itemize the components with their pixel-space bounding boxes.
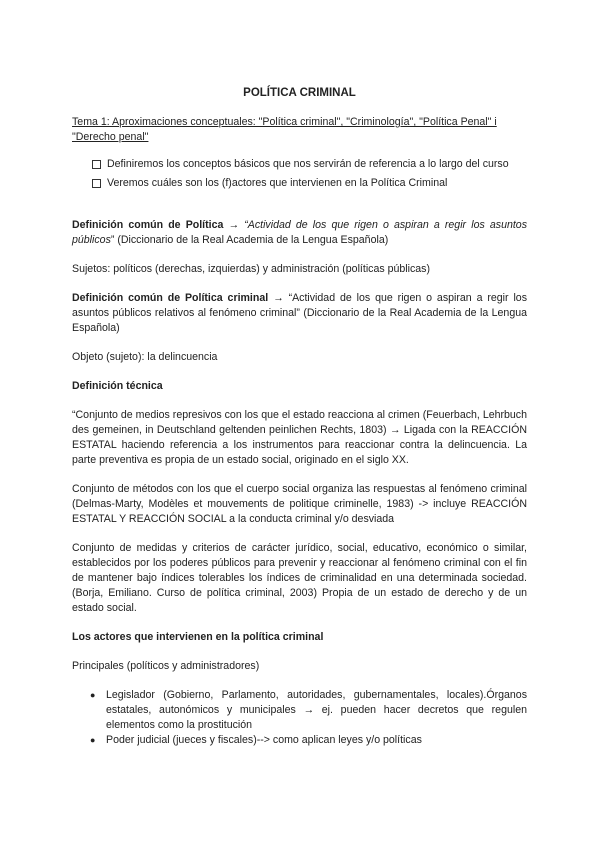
def-pc-text: → “Actividad de los que rigen o aspiran a regir los asuntos públicos relativos al fenómeno criminal” (Diccionario de la Real Academia de la Lengua Española) (72, 292, 527, 334)
actores-heading (72, 630, 527, 645)
def-politica-label: Definición común de Política (72, 219, 224, 231)
list-item (90, 733, 527, 748)
tema-heading: Tema 1: Aproximaciones conceptuales: "Política criminal", "Criminología", "Política Penal" i "Derecho penal" (72, 116, 497, 143)
document-body (72, 86, 527, 748)
def-politica-quote: “Actividad de los que rigen o aspiran a regir los asuntos públicos (72, 219, 527, 246)
bullet-icon: ● (90, 735, 96, 745)
def-tecnica-heading (72, 379, 527, 394)
checklist-item (92, 157, 527, 172)
paragraph-3: Conjunto de medidas y criterios de carácter jurídico, social, educativo, económico o similar, establecidos por los poderes públicos para prevenir y reaccionar al fenómeno criminal con el fin de mantener bajo índices tolerables los índices de criminalidad en una determinada sociedad.(Borja, Emiliano. Curso de política criminal, 2003) Propia de un estado de derecho y de un estado social. (72, 542, 527, 614)
bullet-icon: ● (90, 690, 96, 700)
sujetos-paragraph: Sujetos: políticos (derechas, izquierdas) y administración (políticas públicas) (72, 263, 430, 275)
document-title: POLÍTICA CRIMINAL (243, 87, 356, 99)
principales-paragraph: Principales (políticos y administradores) (72, 660, 260, 672)
def-pc-paragraph (72, 291, 527, 336)
actores-label: Los actores que intervienen en la política criminal (72, 631, 324, 643)
def-pc-label: Definición común de Política criminal (72, 292, 269, 304)
arrow: → (223, 219, 245, 231)
list-item-text: Poder judicial (jueces y fiscales)--> como aplican leyes y/o políticas (106, 734, 422, 746)
def-tecnica-label: Definición técnica (72, 380, 163, 392)
checkbox-icon[interactable] (92, 160, 101, 169)
list-item-text: Legislador (Gobierno, Parlamento, autoridades, gubernamentales, locales).Órganos estatales, autonómicos y municipales → ej. pueden hacer decretos que regulen elementos como la prostitución (106, 689, 527, 731)
list-item (90, 688, 527, 733)
objeto-paragraph: Objeto (sujeto): la delincuencia (72, 351, 218, 363)
checklist-text: Definiremos los conceptos básicos que nos servirán de referencia a lo largo del curso (107, 158, 509, 170)
def-politica-source: ” (Diccionario de la Real Academia de la Lengua Española) (110, 234, 389, 246)
paragraph-2: Conjunto de métodos con los que el cuerpo social organiza las respuestas al fenómeno criminal (Delmas-Marty, Modèles et mouvements de politique criminelle, 1983) -> incluye REACCIÓN ESTATAL Y REACCIÓN SOCIAL a la conducta criminal y/o desviada (72, 483, 527, 525)
checkbox-icon[interactable] (92, 179, 101, 188)
paragraph-1: “Conjunto de medios represivos con los que el estado reacciona al crimen (Feuerbach, Lehrbuch des gemeinen, in Deutschland geltenden peinlichen Rechts, 1803) → Ligada con la REACCIÓN ESTATAL haciendo referencia a los instrumentos para reaccionar contra la delincuencia. La parte preventiva es propia de un estado social, originado en el siglo XX. (72, 409, 527, 466)
checklist-text: Veremos cuáles son los (f)actores que intervienen en la Política Criminal (107, 177, 448, 189)
checklist-item (92, 176, 527, 191)
def-politica-paragraph (72, 218, 527, 248)
bullet-list (72, 688, 527, 748)
